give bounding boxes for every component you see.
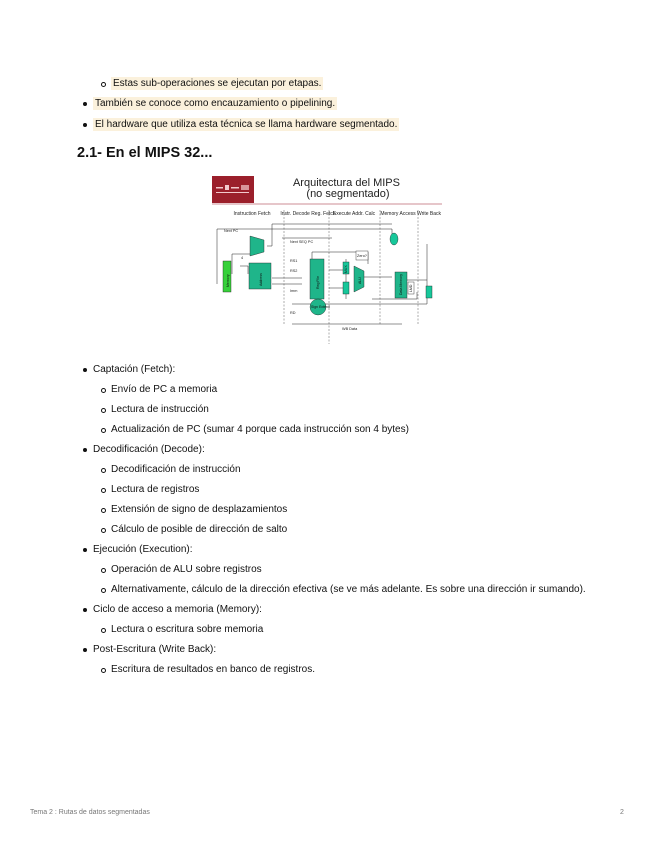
sub-bullet	[101, 588, 106, 593]
stage-header: Memory Access	[380, 211, 416, 217]
stage-subitem: Operación de ALU sobre registros	[111, 564, 262, 575]
mux-block	[343, 282, 349, 294]
label-imm: Imm	[290, 289, 298, 293]
sub-bullet	[101, 428, 106, 433]
stage-header: Execute Addr. Calc	[332, 211, 376, 217]
stage-item: Post-Escritura (Write Back):	[93, 644, 217, 655]
label-adder: 4	[241, 256, 244, 260]
label-rs1: RS1	[290, 259, 298, 263]
memory-mux	[390, 233, 398, 245]
bullet	[83, 368, 87, 372]
label-data-memory: Data Memory	[399, 273, 403, 295]
bullet	[83, 608, 87, 612]
label-rs2: RS2	[290, 269, 298, 273]
label-memory: Memory	[226, 274, 230, 287]
label-sign-extend: Sign Extend	[311, 305, 330, 309]
stage-subitem: Envío de PC a memoria	[111, 384, 218, 395]
stage-subitem: Decodificación de instrucción	[111, 464, 241, 475]
label-alu: ALU	[358, 277, 362, 284]
intro-item-1-text: También se conoce como encauzamiento o pipelining.	[95, 98, 336, 109]
intro-item-2	[93, 118, 399, 131]
figure-title-line-1: Arquitectura del MIPS	[292, 177, 400, 189]
stage-subitem: Lectura de instrucción	[111, 404, 209, 415]
section-heading: 2.1- En el MIPS 32...	[77, 145, 213, 161]
stage-subitem: Escritura de resultados en banco de registros.	[111, 664, 315, 675]
bullet	[83, 648, 87, 652]
bullet	[83, 102, 87, 106]
sub-bullet	[101, 408, 106, 413]
label-zero: Zero?	[357, 254, 367, 258]
intro-sub-item	[111, 77, 323, 90]
stage-subitem: Lectura o escritura sobre memoria	[111, 624, 264, 635]
footer-page-number: 2	[620, 809, 624, 816]
label-reg-file: Reg File	[316, 275, 320, 289]
bullet	[83, 548, 87, 552]
write-back-mux	[426, 286, 432, 298]
label-next-seq-pc: Next SEQ PC	[290, 240, 314, 244]
intro-item-1	[93, 97, 337, 110]
stage-item: Decodificación (Decode):	[93, 444, 205, 455]
intro-item-2-text: El hardware que utiliza esta técnica se llama hardware segmentado.	[95, 119, 398, 130]
stage-item: Ejecución (Execution):	[93, 544, 193, 555]
sub-bullet	[101, 388, 106, 393]
stage-item: Captación (Fetch):	[93, 364, 176, 375]
stage-header: Instr. Decode Reg. Fetch	[280, 211, 336, 217]
label-next-pc: Next PC	[224, 229, 239, 233]
label-wb-data: WB Data	[342, 327, 358, 331]
stage-item: Ciclo de acceso a memoria (Memory):	[93, 604, 262, 615]
sub-bullet	[101, 488, 106, 493]
bullet	[83, 448, 87, 452]
intro-sub-item-text: Estas sub-operaciones se ejecutan por etapas.	[113, 78, 322, 89]
sub-bullet	[101, 668, 106, 673]
figure-title-line-2: (no segmentado)	[306, 188, 390, 200]
sub-bullet	[101, 82, 106, 87]
label-mux: MUX	[344, 265, 348, 273]
label-rd: RD	[290, 311, 296, 315]
sub-bullet	[101, 568, 106, 573]
stage-header: Write Back	[416, 211, 442, 217]
figure-title	[293, 177, 403, 200]
stage-subitem: Alternativamente, cálculo de la dirección efectiva (se ve más adelante. Es sobre una dirección ir sumando).	[111, 584, 586, 595]
sub-bullet	[101, 508, 106, 513]
mips-architecture-diagram	[212, 174, 442, 346]
label-lmd: LMD	[409, 284, 413, 292]
footer-left: Tema 2 : Rutas de datos segmentadas	[30, 809, 150, 816]
sub-bullet	[101, 468, 106, 473]
stage-header: Instruction Fetch	[233, 211, 271, 217]
bullet	[83, 123, 87, 127]
stage-subitem: Extensión de signo de desplazamientos	[111, 504, 288, 515]
label-address: Address	[259, 273, 263, 286]
sub-bullet	[101, 628, 106, 633]
sub-bullet	[101, 528, 106, 533]
stage-subitem: Cálculo de posible de dirección de salto	[111, 524, 288, 535]
stage-subitem: Lectura de registros	[111, 484, 200, 495]
stage-subitem: Actualización de PC (sumar 4 porque cada instrucción son 4 bytes)	[111, 424, 409, 435]
